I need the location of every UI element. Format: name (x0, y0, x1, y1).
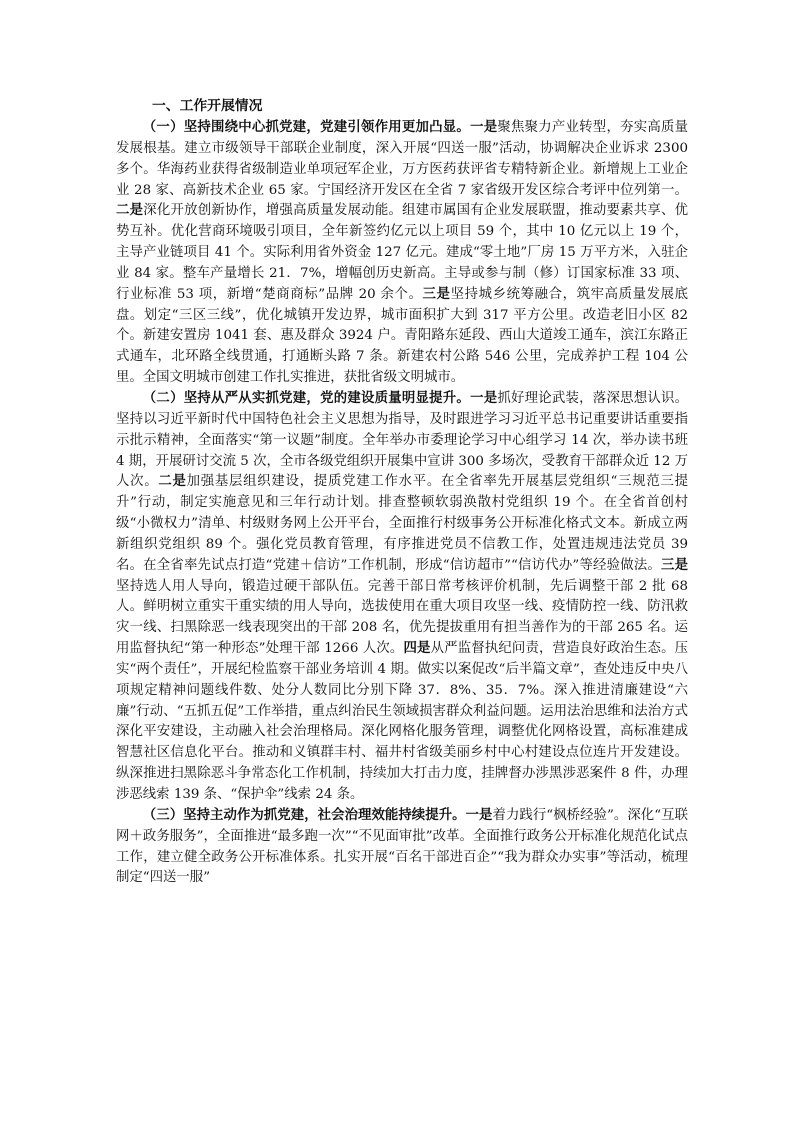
paragraph-text: 着力践行“枫桥经验”。深化“互联网＋政务服务”，全面推进“最多跑一次”“不见面审批”改革。全面推行政务公开标准化规范化试点工作，建立健全政务公开标准体系。扎实开展“百名干部进百企”“我为群众办实事”等活动，梳理制定“四送一服” (116, 807, 689, 886)
paragraph-text: 从严监督执纪问责，营造良好政治生态。压实“两个责任”，开展纪检监察干部业务培训 4 期。做实以案促改“后半篇文章”，查处违反中央八项规定精神问题线件数、处分人数同比分别下降 37．8%、35．7%。深入推进清廉建设“六廉”行动、“五抓五促”工作举措，重点纠治民生领域损害群众利益问题。运用法治思维和法治方式深化平安建设，主动融入社会治理格局。深化网格化服务管理，调整优化网格设置，高标准建成智慧社区信息化平台。推动和义镇群丰村、福井村省级美丽乡村中心村建设点位连片开发建设。纵深推进扫黑除恶斗争常态化工作机制，持续加大打击力度，挂牌督办涉黑涉恶案件 8 件，办理涉恶线索 139 条、“保护伞”线索 24 条。 (116, 641, 689, 802)
paragraph-text: 抓好理论武装，落深思想认识。坚持以习近平新时代中国特色社会主义思想为指导，及时跟进学习习近平总书记重要讲话重要指示批示精神，全面落实“第一议题”制度。全年举办市委理论学习中心组学习 14 次，举办读书班 4 期，开展研讨交流 5 次，全市各级党组织开展集中宣讲 300 多场次，受教育干部群众近 12 万人次。 (116, 390, 689, 490)
ordinal-label: 一是 (470, 120, 498, 135)
ordinal-label: 四是 (403, 641, 431, 657)
subsection-title-2: （二）坚持从严从实抓党建，党的建设质量明显提升。 (142, 390, 471, 406)
paragraph-text: 坚持选人用人导向，锻造过硬干部队伍。完善干部日常考核评价机制，先后调整干部 2 批 68 人。鲜明树立重实干重实绩的用人导向，选拔使用在重大项目攻坚一线、疫情防控一线、防汛救灾一线、扫黑除恶一线表现突出的干部 208 名，优先提拔重用有担当善作为的干部 265 名。运用监督执纪“第一种形态”处理干部 1266 人次。 (116, 578, 688, 657)
subsection-title-1: （一）坚持围绕中心抓党建，党建引领作用更加凸显。 (142, 120, 471, 135)
paragraph-text: 深化开放创新协作，增强高质量发展动能。组建市属国有企业发展联盟，推动要素共享、优势互补。优化营商环境吸引项目，全年新签约亿元以上项目 59 个，其中 10 亿元以上 19 个，主导产业链项目 41 个。实际利用省外资金 127 亿元。建成“零土地”厂房 15 万平方米，入驻企业 84 家。整车产量增长 21．7%，增幅创历史新高。主导或参与制（修）订国家标准 33 项、行业标准 53 项，新增“楚商商标”品牌 20 余个。 (116, 203, 688, 302)
ordinal-label: 二是 (116, 203, 144, 219)
ordinal-label: 三是 (422, 286, 451, 302)
section-heading: 一、工作开展情况 (152, 98, 263, 114)
ordinal-label: 三是 (661, 557, 688, 573)
paragraph-1 (116, 118, 688, 389)
paragraph-3 (116, 806, 688, 889)
document-page (116, 94, 688, 889)
paragraph-2 (116, 389, 688, 806)
paragraph-text: 加强基层组织建设，提质党建工作水平。在全省率先开展基层党组织“三规范三提升”行动，制定实施意见和三年行动计划。排查整顿软弱涣散村党组织 19 个。在全省首创村级“小微权力”清单、村级财务网上公开平台，全面推行村级事务公开标准化格式文本。新成立两新组织党组织 89 个。强化党员教育管理，有序推进党员不信教工作，处置违规违法党员 39 名。在全省率先试点打造“党建＋信访”工作机制，形成“信访超市”“信访代办”等经验做法。 (116, 474, 689, 573)
paragraph-text: 坚持城乡统筹融合，筑牢高质量发展底盘。划定“三区三线”，优化城镇开发边界，城市面积扩大到 317 平方公里。改造老旧小区 82 个。新建安置房 1041 套、惠及群众 3924 户。青阳路东延段、西山大道竣工通车，滨江东路正式通车，北环路全线贯通，打通断头路 7 条。新建农村公路 546 公里，完成养护工程 104 公里。全国文明城市创建工作扎实推进，获批省级文明城市。 (116, 286, 689, 386)
ordinal-label: 一是 (465, 807, 493, 823)
ordinal-label: 二是 (158, 474, 187, 490)
paragraph-text: 聚焦聚力产业转型，夯实高质量发展根基。建立市级领导干部联企业制度，深入开展“四送一服”活动，协调解决企业诉求 2300 多个。华海药业获得省级制造业单项冠军企业，万方医药获评省专精特新企业。新增规上工业企业 28 家、高新技术企业 65 家。宁国经济开发区在全省 7 家省级开发区综合考评中位列第一。 (116, 120, 689, 198)
ordinal-label: 一是 (470, 390, 498, 406)
subsection-title-3: （三）坚持主动作为抓党建，社会治理效能持续提升。 (142, 807, 466, 823)
